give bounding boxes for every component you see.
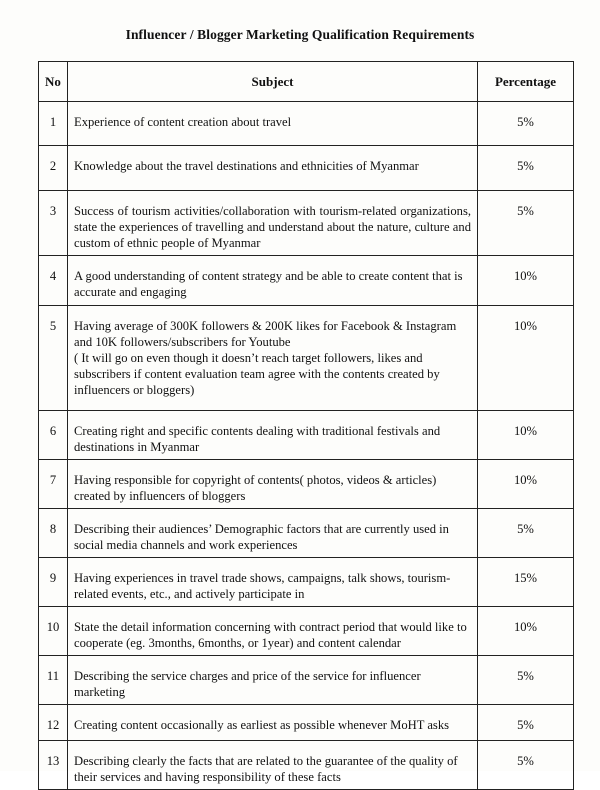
requirements-table (38, 61, 574, 790)
table-row (39, 102, 574, 146)
table-row (39, 460, 574, 509)
row-subject: State the detail information concerning with contract period that would like to cooperate (eg. 3months, 6months, or 1year) and content calendar (68, 607, 478, 656)
row-number: 4 (39, 256, 68, 306)
row-percentage: 5% (478, 509, 574, 558)
header-subject: Subject (68, 62, 478, 102)
row-number: 5 (39, 306, 68, 411)
row-percentage: 5% (478, 146, 574, 191)
row-number: 12 (39, 705, 68, 741)
table-row (39, 607, 574, 656)
row-number: 11 (39, 656, 68, 705)
table-row (39, 705, 574, 741)
row-subject: Creating right and specific contents dealing with traditional festivals and destinations in Myanmar (68, 411, 478, 460)
row-number: 6 (39, 411, 68, 460)
row-subject: Having experiences in travel trade shows, campaigns, talk shows, tourism-related events, etc., and actively participate in (68, 558, 478, 607)
row-percentage: 5% (478, 102, 574, 146)
row-subject: Creating content occasionally as earliest as possible whenever MoHT asks (68, 705, 478, 741)
row-number: 3 (39, 191, 68, 256)
row-percentage: 10% (478, 607, 574, 656)
table-row (39, 741, 574, 790)
row-subject: Describing clearly the facts that are related to the guarantee of the quality of their services and having responsibility of these facts (68, 741, 478, 790)
row-number: 2 (39, 146, 68, 191)
row-subject: Describing their audiences’ Demographic factors that are currently used in social media channels and work experiences (68, 509, 478, 558)
row-subject: Describing the service charges and price of the service for influencer marketing (68, 656, 478, 705)
row-subject: Experience of content creation about travel (68, 102, 478, 146)
row-percentage: 5% (478, 656, 574, 705)
row-percentage: 5% (478, 741, 574, 790)
row-number: 10 (39, 607, 68, 656)
table-header-row (39, 62, 574, 102)
table-row (39, 656, 574, 705)
row-subject: Having responsible for copyright of contents( photos, videos & articles) created by influencers of bloggers (68, 460, 478, 509)
row-subject: A good understanding of content strategy and be able to create content that is accurate and engaging (68, 256, 478, 306)
row-percentage: 10% (478, 306, 574, 411)
row-percentage: 10% (478, 460, 574, 509)
row-subject: Success of tourism activities/collaboration with tourism-related organizations, state the experiences of travelling and understand about the nature, culture and custom of ethnic people of Myanmar (68, 191, 478, 256)
table-row (39, 146, 574, 191)
row-percentage: 5% (478, 191, 574, 256)
header-percentage: Percentage (478, 62, 574, 102)
row-subject: Having average of 300K followers & 200K likes for Facebook & Instagram and 10K followers/subscribers for Youtube ( It will go on even though it doesn’t reach target followers, likes and subscribers if content evaluation team agree with the contents created by influencers or bloggers) (68, 306, 478, 411)
table-row (39, 509, 574, 558)
table-row (39, 191, 574, 256)
row-percentage: 5% (478, 705, 574, 741)
header-no: No (39, 62, 68, 102)
row-subject: Knowledge about the travel destinations and ethnicities of Myanmar (68, 146, 478, 191)
row-number: 1 (39, 102, 68, 146)
row-number: 9 (39, 558, 68, 607)
table-row (39, 558, 574, 607)
row-number: 7 (39, 460, 68, 509)
table-row (39, 306, 574, 411)
row-percentage: 10% (478, 411, 574, 460)
row-number: 13 (39, 741, 68, 790)
document-title: Influencer / Blogger Marketing Qualification Requirements (125, 27, 475, 42)
table-row (39, 256, 574, 306)
row-number: 8 (39, 509, 68, 558)
row-percentage: 15% (478, 558, 574, 607)
table-row (39, 411, 574, 460)
row-percentage: 10% (478, 256, 574, 306)
